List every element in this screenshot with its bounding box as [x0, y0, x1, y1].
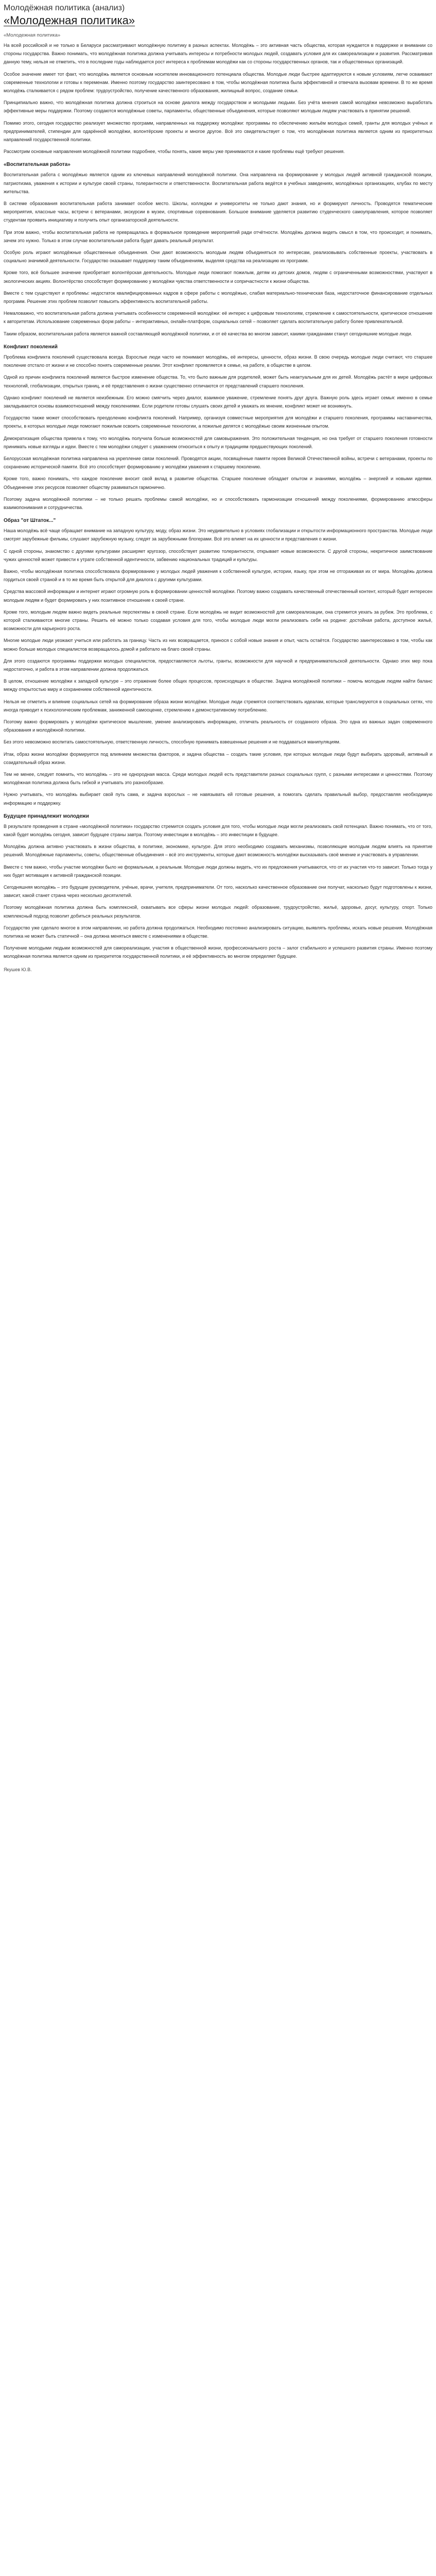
document-page	[0, 0, 436, 976]
paragraph: Нужно учитывать, что молодёжь выбирает свой путь сама, и задача взрослых – не навязывать ей готовые решения, а помогать сделать правильный выбор, предоставляя необходимую информацию и поддержку.	[4, 792, 432, 806]
paragraph: Особую роль играют молодёжные общественные объединения. Они дают возможность молодым людям объединяться по интересам, реализовывать собственные проекты, участвовать в социально значимой деятельности. Государство оказывает поддержку таким объединениям, выделяя средства на реализацию их программ.	[4, 250, 432, 264]
paragraph: Кроме того, важно понимать, что каждое поколение вносит свой вклад в развитие общества. Старшее поколение обладает опытом и знаниями, молодёжь – энергией и новыми идеями. Объединение этих ресурсов позволяет обществу развиваться гармонично.	[4, 476, 432, 490]
paragraph: Рассмотрим основные направления молодёжной политики подробнее, чтобы понять, какие меры уже принимаются и какие проблемы ещё требуют решения.	[4, 149, 345, 155]
paragraph: Государство также может способствовать преодолению конфликта поколений. Например, организуя совместные мероприятия для молодёжи и старшего поколения, программы наставничества, проекты, в которых молодые люди помогают пожилым освоить современные технологии, а пожилые делятся с молодёжью своим жизненным опытом.	[4, 415, 432, 429]
document-body	[4, 41, 432, 961]
paragraph: Средства массовой информации и интернет играют огромную роль в формировании ценностей молодёжи. Поэтому важно создавать качественный отечественный контент, который будет интересен молодым людям и будет формировать у них позитивное отношение к своей стране.	[4, 589, 432, 603]
paragraph: Поэтому важно формировать у молодёжи критическое мышление, умение анализировать информацию, отличать реальность от созданного образа. Это одна из важных задач современного образования и молодёжной политики.	[4, 719, 432, 733]
paragraph: Белорусская молодёжная политика направлена на укрепление связи поколений. Проводятся акции, посвящённые памяти героев Великой Отечественной войны, встречи с ветеранами, проекты по сохранению исторической памяти. Всё это способствует формированию у молодёжи уважения к старшему поколению.	[4, 455, 432, 470]
section-heading: Будущее принадлежит молодежи	[4, 813, 89, 819]
paragraph: Многие молодые люди уезжают учиться или работать за границу. Часть из них возвращается, принося с собой новые знания и опыт, часть остаётся. Государство заинтересовано в том, чтобы как можно больше молодых специалистов возвращалось домой и работало на благо своей страны.	[4, 638, 432, 652]
section-heading: Образ "от Штаток..."	[4, 518, 56, 524]
paragraph: С одной стороны, знакомство с другими культурами расширяет кругозор, способствует развитию толерантности, открывает новые возможности. С другой стороны, некритичное заимствование чужих ценностей может привести к утрате собственной идентичности, забвению национальных традиций и культуры.	[4, 548, 432, 562]
paragraph: Кроме того, всё большее значение приобретает волонтёрская деятельность. Молодые люди помогают пожилым, детям из детских домов, людям с ограниченными возможностями, участвуют в экологических акциях. Волонтёрство способствует формированию у молодёжи чувства ответственности и сопричастности к жизни общества.	[4, 270, 432, 284]
paragraph: Сегодняшняя молодёжь – это будущие руководители, учёные, врачи, учителя, предприниматели. От того, насколько качественное образование они получат, насколько будут подготовлены к жизни, зависит, какой станет страна через несколько десятилетий.	[4, 885, 432, 899]
paragraph: Для этого создаются программы поддержки молодых специалистов, предоставляются льготы, гранты, возможности для научной и предпринимательской деятельности. Однако этих мер пока недостаточно, и работа в этом направлении должна продолжаться.	[4, 658, 432, 672]
paragraph: Поэтому молодёжная политика должна быть комплексной, охватывать все сферы жизни молодых людей: образование, трудоустройство, жильё, здоровье, досуг, культуру, спорт. Только комплексный подход позволит добиться реальных результатов.	[4, 905, 432, 919]
paragraph: Нельзя не отметить и влияние социальных сетей на формирование образа жизни молодёжи. Молодые люди стремятся соответствовать идеалам, которые транслируются в социальных сетях, что иногда приводит к психологическим проблемам, заниженной самооценке, стремлению к демонстративному потреблению.	[4, 699, 432, 713]
paragraph: Немаловажно, что воспитательная работа должна учитывать особенности современной молодёжи: её интерес к цифровым технологиям, стремление к самостоятельности, критическое отношение к авторитетам. Использование современных форм работы – интерактивных, онлайн-платформ, социальных сетей – позволяет сделать воспитательную работу более привлекательной.	[4, 311, 432, 325]
paragraph: Поэтому задача молодёжной политики – не только решать проблемы самой молодёжи, но и способствовать гармонизации отношений между поколениями, формированию атмосферы взаимопонимания и сотрудничества.	[4, 496, 432, 510]
paragraph: В результате проведения в стране «молодёжной политики» государство стремится создать условия для того, чтобы молодые люди могли реализовать свой потенциал. Важно понимать, что от того, какой будет молодёжь сегодня, зависит будущее страны завтра. Поэтому инвестиции в молодёжь – это инвестиции в будущее.	[4, 823, 432, 838]
paragraph: Государство уже сделало многое в этом направлении, но работа должна продолжаться. Необходимо постоянно анализировать ситуацию, выявлять проблемы, искать новые решения. Молодёжная политика не может быть статичной – она должна меняться вместе с изменениями в обществе.	[4, 925, 432, 939]
paragraph: Итак, образ жизни молодёжи формируется под влиянием множества факторов, и задача общества – создать такие условия, при которых молодые люди будут выбирать здоровый, активный и созидательный образ жизни.	[4, 751, 432, 765]
paragraph: Молодёжь должна активно участвовать в жизни общества, в политике, экономике, культуре. Для этого необходимо создавать механизмы, позволяющие молодым людям влиять на принятие решений. Молодёжные парламенты, советы, общественные объединения – всё это инструменты, которые дают возможность молодёжи высказывать своё мнение и участвовать в управлении.	[4, 844, 432, 858]
paragraph: На всей российской и не только в Беларуси рассматривают молодёжную политику в разных аспектах. Молодёжь – это активная часть общества, которая нуждается в поддержке и внимании со стороны государства. Важно понимать, что молодёжная политика должна учитывать интересы и потребности молодых людей, создавать условия для их самореализации и развития. Рассматривая данную тему, нельзя не отметить, что в последние годы наблюдается рост интереса к проблемам молодёжи как со стороны государственных органов, так и общественных организаций.	[4, 43, 432, 65]
paragraph: Воспитательная работа с молодёжью является одним из ключевых направлений молодёжной политики. Она направлена на формирование у молодых людей активной гражданской позиции, патриотизма, уважения к истории и культуре своей страны, толерантности и ответственности. Воспитательная работа ведётся в учебных заведениях, молодёжных организациях, клубах по месту жительства.	[4, 172, 432, 194]
paragraph: Проблема конфликта поколений существовала всегда. Взрослые люди часто не понимают молодёжь, её интересы, ценности, образ жизни. В свою очередь молодые люди считают, что старшее поколение отстало от жизни и не способно понять современные реалии. Этот конфликт проявляется в семье, на работе, в обществе в целом.	[4, 354, 432, 368]
paragraph: Вместе с тем существуют и проблемы: недостаток квалифицированных кадров в сфере работы с молодёжью, слабая материально-техническая база, недостаточное финансирование отдельных программ. Решение этих проблем позволит повысить эффективность воспитательной работы.	[4, 290, 432, 304]
paragraph: Тем не менее, следует помнить, что молодёжь – это не однородная масса. Среди молодых людей есть представители разных социальных групп, с разными интересами и ценностями. Поэтому молодёжная политика должна быть гибкой и учитывать это разнообразие.	[4, 772, 432, 786]
section-heading: Конфликт поколений	[4, 344, 58, 350]
paragraph: Кроме того, молодым людям важно видеть реальные перспективы в своей стране. Если молодёжь не видит возможностей для самореализации, она стремится уехать за рубеж. Это проблема, с которой сталкиваются многие страны. Решить её можно только создавая условия для того, чтобы молодые люди могли реализовать себя на родине: достойная работа, доступное жильё, возможности для карьерного роста.	[4, 609, 432, 632]
paragraph: Без этого невозможно воспитать самостоятельную, ответственную личность, способную принимать взвешенные решения и не поддаваться манипуляциям.	[4, 739, 341, 745]
document-subtitle: «Молодежная политика»	[4, 32, 61, 38]
paragraph: Важно, чтобы молодёжная политика способствовала формированию у молодых людей уважения к собственной культуре, истории, языку, при этом не отгораживая их от мира. Молодёжь должна гордиться своей страной и в то же время быть открытой для диалога с другими культурами.	[4, 568, 432, 583]
paragraph: Наша молодёжь всё чаще обращает внимание на западную культуру, моду, образ жизни. Это неудивительно в условиях глобализации и открытости информационного пространства. Молодые люди смотрят зарубежные фильмы, слушают зарубежную музыку, следят за зарубежными блогерами. Всё это влияет на их ценности и представления о жизни.	[4, 528, 432, 542]
paragraph: Таким образом, воспитательная работа является важной составляющей молодёжной политики, и от её качества во многом зависит, какими гражданами станут сегодняшние молодые люди.	[4, 331, 412, 336]
paragraph: Вместе с тем важно, чтобы участие молодёжи было не формальным, а реальным. Молодые люди должны видеть, что их предложения учитываются, что от их участия что-то зависит. Только тогда у них будет мотивация к активной гражданской позиции.	[4, 864, 432, 878]
paragraph: Помимо этого, сегодня государство реализует множество программ, направленных на поддержку молодёжи: программы по обеспечению жильём молодых семей, гранты для молодых учёных и предпринимателей, стипендии для одарённой молодёжи, волонтёрские проекты и многое другое. Всё это свидетельствует о том, что молодёжная политика является одним из приоритетных направлений государственной политики.	[4, 120, 432, 143]
section-heading: «Воспитательная работа»	[4, 162, 71, 168]
paragraph: При этом важно, чтобы воспитательная работа не превращалась в формальное проведение мероприятий ради отчётности. Молодёжь должна видеть смысл в том, что происходит, и понимать, зачем это нужно. Только в этом случае воспитательная работа будет давать реальный результат.	[4, 229, 432, 243]
paragraph: В системе образования воспитательная работа занимает особое место. Школы, колледжи и университеты не только дают знания, но и формируют личность. Проводятся тематические мероприятия, классные часы, встречи с ветеранами, экскурсии в музеи, спортивные соревнования. Большое внимание уделяется развитию студенческого самоуправления, которое позволяет студентам проявить инициативу и получить опыт организаторской деятельности.	[4, 201, 432, 223]
paragraph: Демократизация общества привела к тому, что молодёжь получила больше возможностей для самовыражения. Это положительная тенденция, но она требует от старшего поколения готовности принимать новые взгляды и идеи. Вместе с тем молодёжи следует с уважением относиться к опыту и традициям предшествующих поколений.	[4, 435, 432, 449]
document-title[interactable]: «Молодежная политика»	[4, 14, 135, 27]
paragraph: Однако конфликт поколений не является неизбежным. Его можно смягчить через диалог, взаимное уважение, стремление понять друг друга. Важную роль здесь играет семья: именно в семье закладываются основы взаимоотношений между поколениями. Если родители готовы слушать своих детей и уважать их мнение, конфликт может не возникнуть.	[4, 395, 432, 409]
page-title: Молодёжная политика (анализ)	[4, 4, 125, 12]
paragraph: Принципиально важно, что молодёжная политика должна строиться на основе диалога между государством и молодыми людьми. Без учёта мнения самой молодёжи невозможно выработать эффективные меры поддержки. Поэтому создаются молодёжные советы, парламенты, общественные объединения, которые позволяют молодым людям участвовать в принятии решений.	[4, 100, 432, 114]
author-signature: Якушев Ю.В.	[4, 967, 32, 972]
paragraph: Особое значение имеет тот факт, что молодёжь является основным носителем инновационного потенциала общества. Молодые люди быстрее адаптируются к новым условиям, легче осваивают современные технологии и готовы к переменам. Именно поэтому государство заинтересовано в том, чтобы молодёжная политика была эффективной и отвечала вызовам времени. В то же время молодёжь сталкивается с рядом проблем: трудоустройство, получение качественного образования, жилищный вопрос, создание семьи.	[4, 71, 432, 94]
paragraph: Получение молодыми людьми возможностей для самореализации, участия в общественной жизни, профессионального роста – залог стабильного и успешного развития страны. Именно поэтому молодёжная политика является одним из приоритетов государственной политики, и её эффективность во многом определяет будущее.	[4, 945, 432, 959]
paragraph: В целом, отношение молодёжи к западной культуре – это отражение более общих процессов, происходящих в обществе. Задача молодёжной политики – помочь молодым людям найти баланс между открытостью миру и сохранением собственной идентичности.	[4, 679, 432, 692]
paragraph: Одной из причин конфликта поколений является быстрое изменение общества. То, что было важным для родителей, может быть неактуальным для их детей. Молодёжь растёт в мире цифровых технологий, глобализации, открытых границ, и её представления о жизни существенно отличаются от представлений старшего поколения.	[4, 375, 432, 388]
